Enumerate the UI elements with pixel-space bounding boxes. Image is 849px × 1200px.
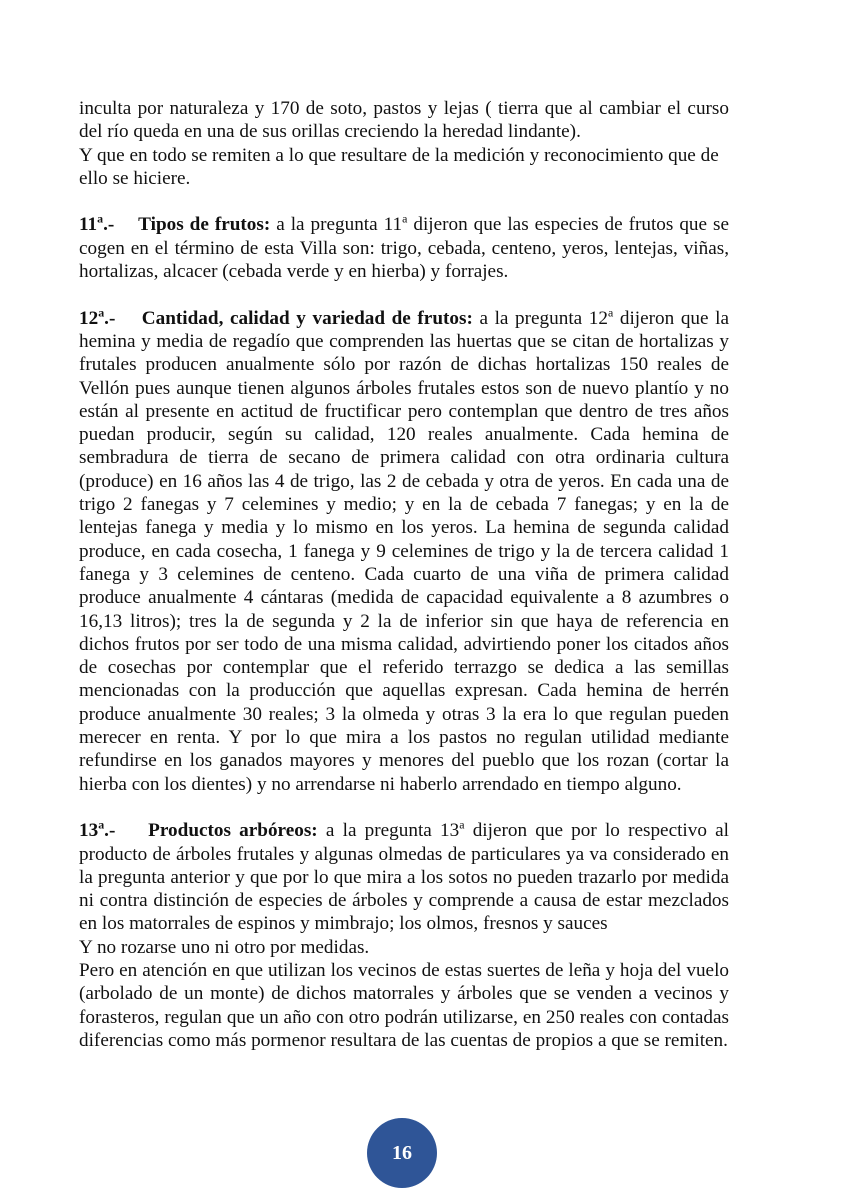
section-11-heading: Tipos de frutos: — [138, 214, 271, 236]
page-number: 16 — [392, 1141, 412, 1164]
paragraph-spacer — [79, 190, 729, 213]
paragraph-spacer — [79, 283, 729, 306]
paragraph-remission: Y que en todo se remiten a lo que resultare de la medición y reconocimiento que de ello se hiciere. — [79, 144, 719, 189]
section-13-text: a la pregunta 13$^a$ dijeron que por lo respectivo al producto de árboles frutales y algunas olmedas de particulares ya va considerado en la pregunta anterior y que por lo que mira a los sotos no pueden trazarlo por medida ni contra distinción de especies de árboles y comprende a causa de estar mezclados en los matorrales de espinos y mimbrajo; los olmos, fresnos y sauces — [79, 817, 729, 935]
page-number-badge — [367, 1118, 437, 1188]
page-body — [79, 97, 729, 1052]
section-11-number: 11$^a$.- — [79, 212, 115, 236]
paragraph-spacer — [79, 796, 729, 819]
section-13-number: 13$^a$.- — [79, 817, 116, 842]
section-13-paragraph-2: Pero en atención en que utilizan los vecinos de estas suertes de leña y hoja del vuelo (arbolado de un monte) de dichos matorrales y árboles que se venden a vecinos y forasteros, regulan que un año con otro podrán utilizarse, en 250 reales con contadas diferencias como más pormenor resultara de las cuentas de propios a que se remiten. — [79, 959, 729, 1051]
section-11-text: a la pregunta 11$^a$ dijeron que las especies de frutos que se cogen en el término de esta Villa son: trigo, cebada, centeno, yeros, lentejas, viñas, hortalizas, alcacer (cebada verde y en hierba) y forrajes. — [79, 212, 729, 283]
section-12-heading: Cantidad, calidad y variedad de frutos: — [141, 307, 473, 329]
section-13-heading: Productos arbóreos: — [148, 820, 318, 842]
section-11 — [79, 213, 729, 283]
section-13-line-2: Y no rozarse uno ni otro por medidas. — [79, 936, 370, 958]
section-12-text: a la pregunta 12$^a$ dijeron que la hemina y media de regadío que comprenden las huertas que se citan de hortalizas y frutales producen anualmente sólo por razón de dichas hortalizas 150 reales de Vellón pues aunque tienen algunos árboles frutales estos son de nuevo plantío y no están al presente en actitud de fructificar pero contemplan que dentro de tres años puedan producir, según su calidad, 120 reales anualmente. Cada hemina de sembradura de tierra de secano de primera calidad con otra ordinaria cultura (produce) en 16 años las 4 de trigo, las 2 de cebada y otra de yeros. En cada una de trigo 2 fanegas y 7 celemines y medio; y en la de cebada 7 fanegas; y en la de lentejas fanega y media y lo mismo en los yeros. La hemina de segunda calidad produce, en cada cosecha, 1 fanega y 9 celemines de trigo y la de tercera calidad 1 fanega y 3 celemines de centeno. Cada cuarto de una viña de primera calidad produce anualmente 4 cántaras (medida de capacidad equivalente a 8 azumbres o 16,13 litros); tres la de segunda y 2 la de inferior sin que haya de referencia en dichos frutos por ser todo de una misma calidad, advirtiendo poner los citados años de cosechas por contemplar que el referido terrazgo se dedica a las semillas mencionadas con la producción que aquellas expresan. Cada hemina de herrén produce anualmente 30 reales; 3 la olmeda y otras 3 la era lo que regulan pueden merecer en renta. Y por lo que mira a los pastos no regulan utilidad mediante refundirse en los ganados mayores y menores del pueblo que los rozan (cortar la hierba con los dientes) y no arrendarse ni haberlo arrendado en tiempo alguno. — [79, 305, 730, 795]
section-12 — [79, 307, 729, 796]
section-13 — [79, 819, 729, 935]
section-12-number: 12$^a$.- — [79, 305, 116, 329]
paragraph-intro: inculta por naturaleza y 170 de soto, pastos y lejas ( tierra que al cambiar el curso del río queda en una de sus orillas creciendo la heredad lindante). — [79, 98, 729, 143]
